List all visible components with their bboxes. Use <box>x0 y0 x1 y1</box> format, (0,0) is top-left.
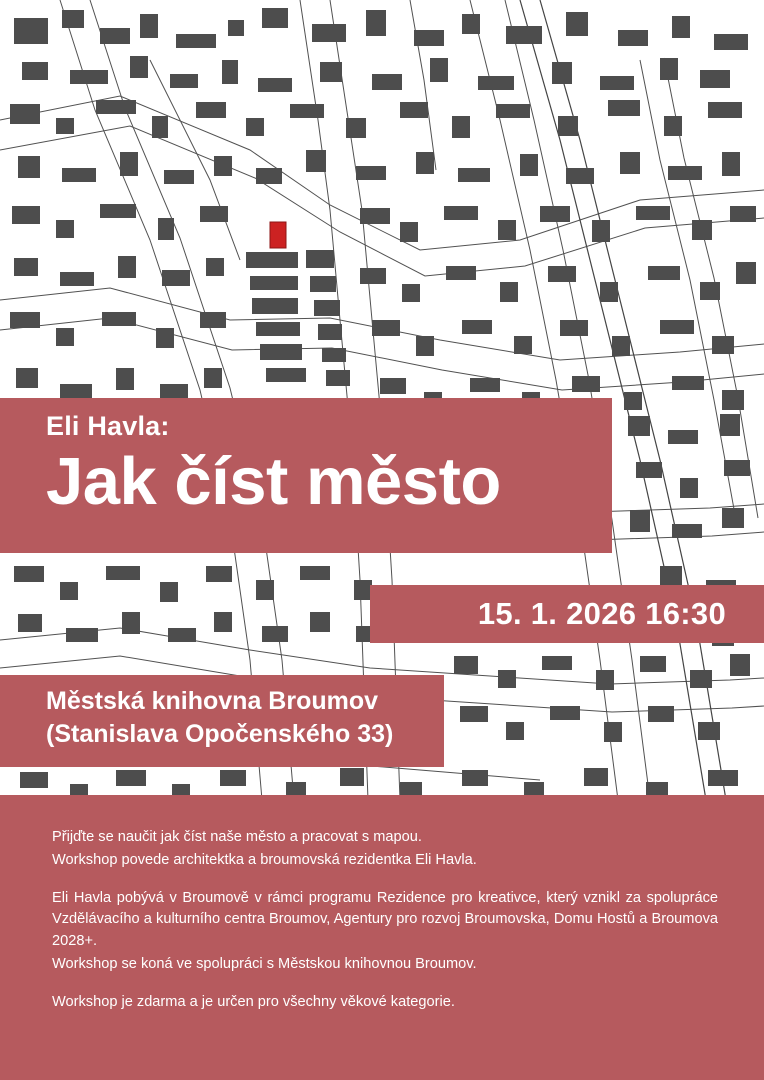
description-line-2: Workshop povede architektka a broumovská rezidentka Eli Havla. <box>52 852 477 869</box>
venue-band <box>0 675 444 767</box>
description-line-5: Workshop je zdarma a je určen pro všechny věkové kategorie. <box>52 993 455 1010</box>
event-datetime: 15. 1. 2026 16:30 <box>477 596 726 631</box>
description-line-3: Eli Havla pobývá v Broumově v rámci programu Rezidence pro kreativce, který vznikl za spolupráce Vzdělávacího a kulturního centra Broumov, Agentury pro rozvoj Broumovska, Domu Hostů a Broumova 2028+. <box>52 889 718 949</box>
title-band <box>0 398 612 553</box>
spacer <box>52 872 718 888</box>
date-band <box>370 585 764 643</box>
poster-title: Jak číst město <box>46 443 501 519</box>
description-line-4: Workshop se koná ve spolupráci s Městskou knihovnou Broumov. <box>52 956 477 973</box>
description-block <box>0 795 764 1080</box>
venue-name: Městská knihovna Broumov <box>46 687 379 715</box>
map-highlight-marker <box>270 222 286 248</box>
description-line-1: Přijďte se naučit jak číst naše město a pracovat s mapou. <box>52 829 422 845</box>
speaker-name: Eli Havla: <box>46 411 170 441</box>
venue-address: (Stanislava Opočenského 33) <box>46 720 394 749</box>
spacer <box>52 976 718 992</box>
